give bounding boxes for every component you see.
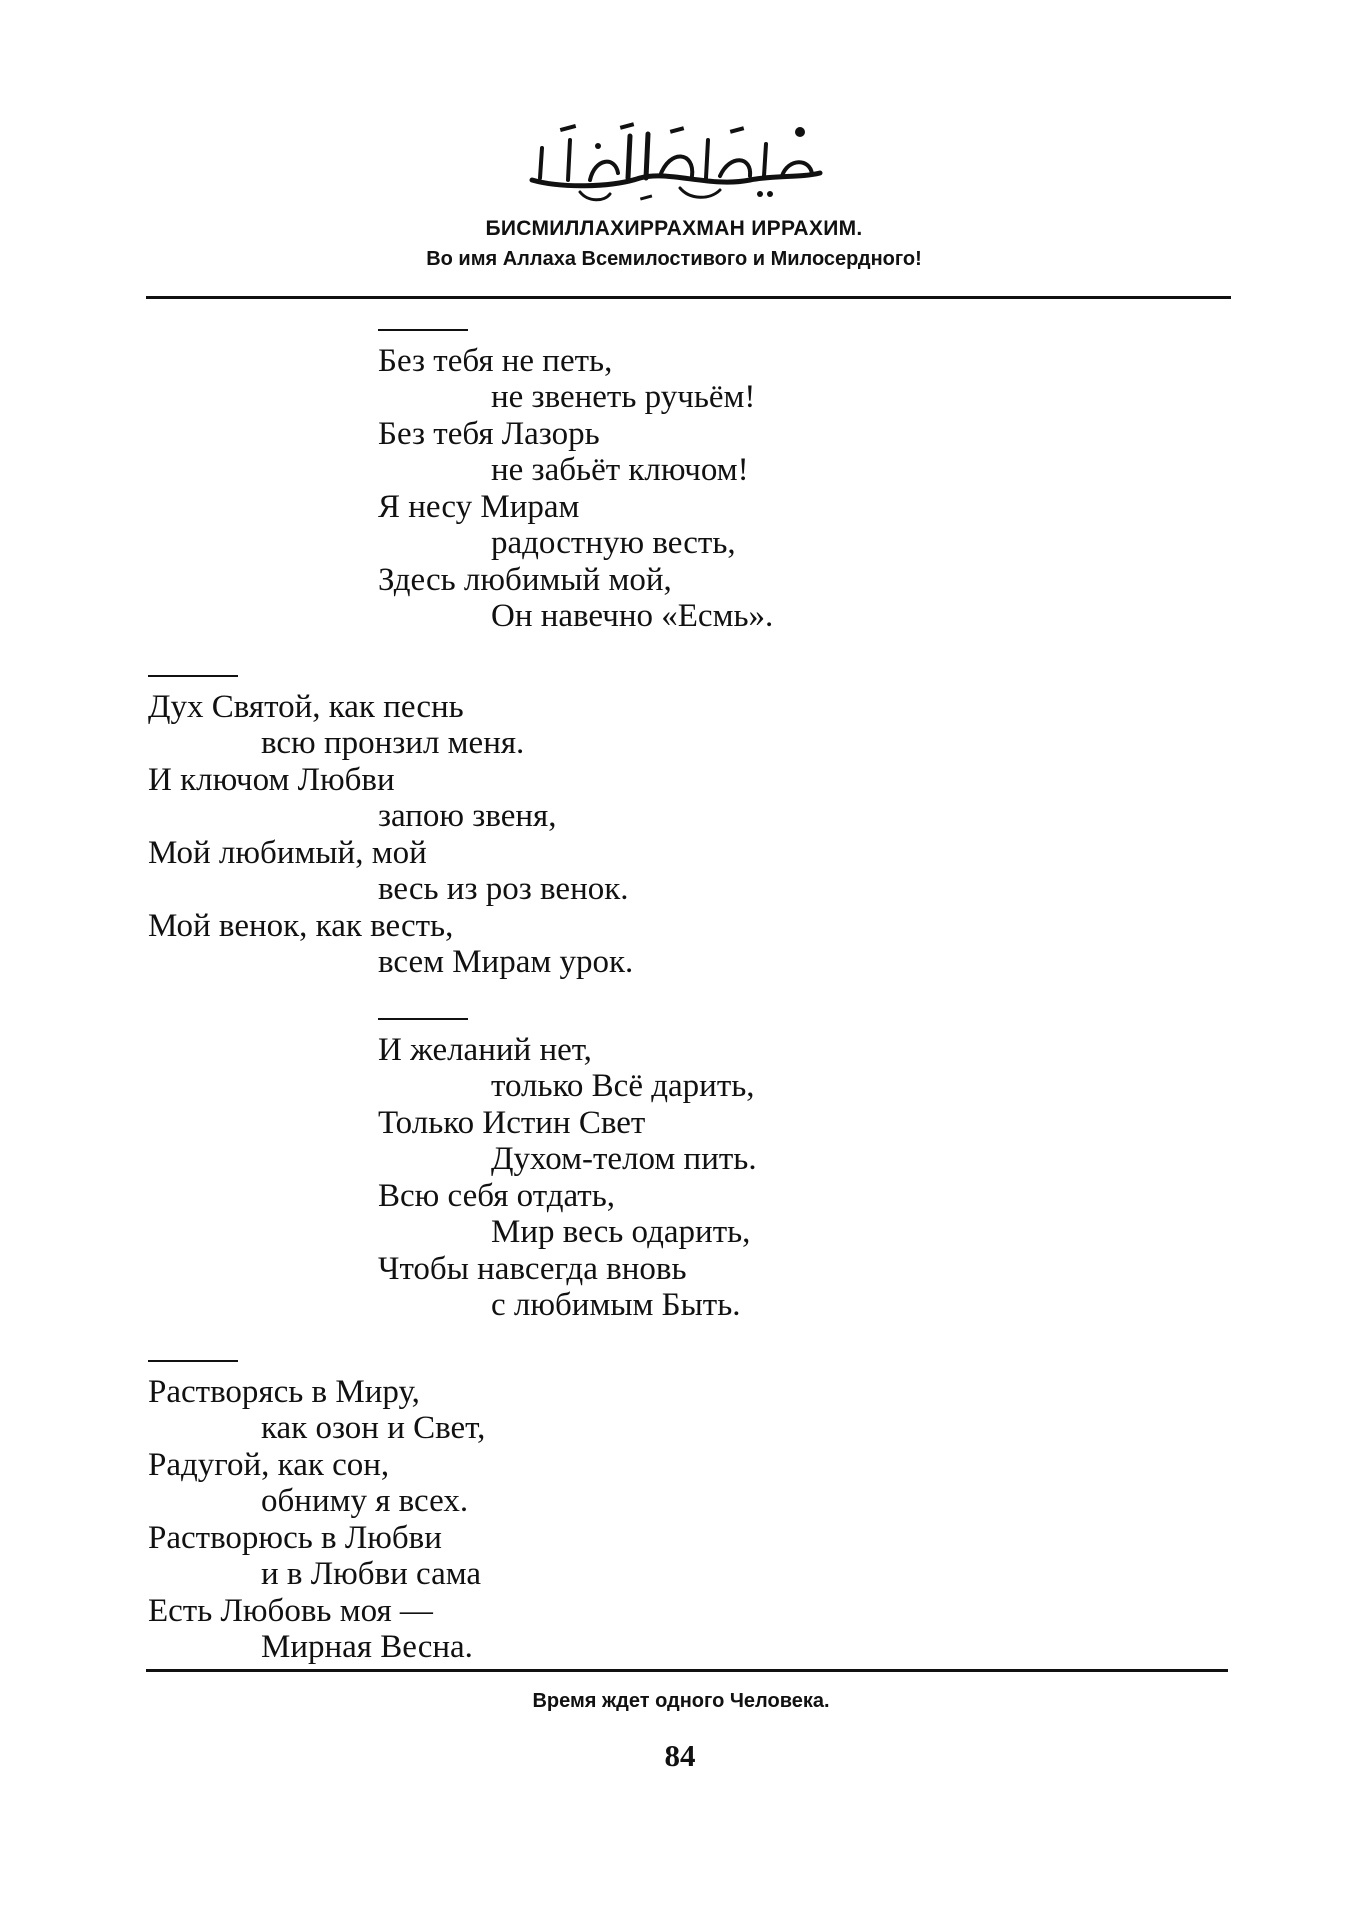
poem-line: запою звеня, — [378, 798, 557, 834]
poem-line: не звенеть ручьём! — [491, 379, 756, 415]
poem-line: Без тебя не петь, — [378, 343, 613, 379]
poem-line: радостную весть, — [491, 525, 736, 561]
poem-line: Мирная Весна. — [261, 1629, 473, 1665]
poem-line: только Всё дарить, — [491, 1068, 755, 1104]
stanza-divider — [148, 675, 238, 677]
poem-line: и в Любви сама — [261, 1556, 482, 1592]
header-rule — [146, 296, 1231, 299]
poem-line: Он навечно «Есмь». — [491, 598, 774, 634]
poem-line: Здесь любимый мой, — [378, 562, 672, 598]
footer-tagline: Время ждет одного Человека. — [532, 1690, 830, 1712]
poem-line: с любимым Быть. — [491, 1287, 741, 1323]
poem-line: И ключом Любви — [148, 762, 395, 798]
bismillah-calligraphy — [520, 118, 830, 208]
poem-line: Мир весь одарить, — [491, 1214, 751, 1250]
poem-line: Есть Любовь моя — — [148, 1593, 433, 1629]
poem-line: весь из роз венок. — [378, 871, 629, 907]
stanza-divider — [378, 1018, 468, 1020]
page-number: 84 — [664, 1738, 696, 1773]
poem-line: всю пронзил меня. — [261, 725, 525, 761]
bismillah-transliteration: БИСМИЛЛАХИРРАХМАН ИРРАХИМ. — [485, 217, 863, 240]
poem-line: как озон и Свет, — [261, 1410, 486, 1446]
poem-line: Духом-телом пить. — [491, 1141, 757, 1177]
poem-line: Без тебя Лазорь — [378, 416, 600, 452]
poem-line: Чтобы навсегда вновь — [378, 1251, 687, 1287]
stanza-divider — [378, 329, 468, 331]
footer-rule — [146, 1669, 1228, 1672]
poem-line: Мой любимый, мой — [148, 835, 427, 871]
stanza-divider — [148, 1360, 238, 1362]
poem-line: Растворюсь в Любви — [148, 1520, 442, 1556]
poem-line: всем Мирам урок. — [378, 944, 634, 980]
poem-line: Дух Святой, как песнь — [148, 689, 464, 725]
poem-line: Всю себя отдать, — [378, 1178, 616, 1214]
poem-line: Я несу Мирам — [378, 489, 580, 525]
poem-line: Растворясь в Миру, — [148, 1374, 420, 1410]
poem-line: И желаний нет, — [378, 1032, 592, 1068]
poem-line: Только Истин Свет — [378, 1105, 646, 1141]
poem-line: Радугой, как сон, — [148, 1447, 390, 1483]
poem-line: обниму я всех. — [261, 1483, 469, 1519]
poem-line: Мой венок, как весть, — [148, 908, 454, 944]
invocation-translation: Во имя Аллаха Всемилостивого и Милосердного! — [426, 248, 922, 270]
poem-line: не забьёт ключом! — [491, 452, 749, 488]
